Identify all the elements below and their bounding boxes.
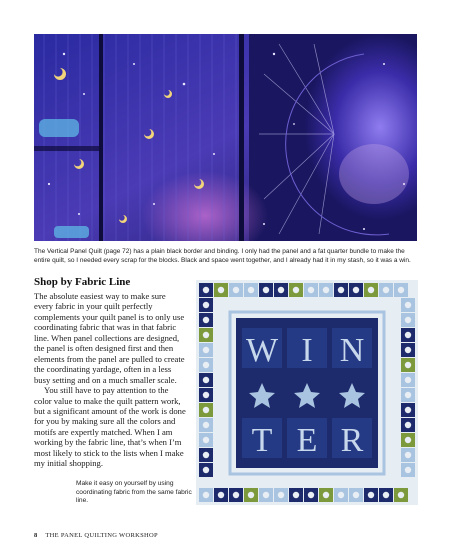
quilt-border-dot: [203, 362, 209, 368]
quilt-border-dot: [203, 377, 209, 383]
quilt-border-dot: [203, 407, 209, 413]
quilt-border-dot: [405, 362, 411, 368]
quilt-letter: W: [245, 332, 279, 369]
winter-quilt-photo: [196, 280, 418, 505]
quilt-letter: R: [340, 422, 364, 459]
quilt-border-dot: [368, 492, 374, 498]
quilt-border-dot: [405, 302, 411, 308]
quilt-border-dot: [405, 377, 411, 383]
quilt-border-dot: [203, 437, 209, 443]
section-heading: Shop by Fabric Line: [34, 276, 131, 288]
quilt-letter: I: [301, 332, 313, 369]
quilt-border-dot: [203, 347, 209, 353]
paragraph: You still have to pay attention to the color value to make the quilt pattern work, but a significant amount of the work is done for you by making sure all the colors and motifs are expertly matched. When I am working by the fabric line, that’s when I’m most likely to stick to the lists when I make my initial shopping.: [34, 385, 186, 469]
quilt-border-dot: [383, 492, 389, 498]
quilt-border-dot: [203, 422, 209, 428]
quilt-letter: N: [339, 332, 365, 369]
quilt-border-dot: [293, 287, 299, 293]
quilt-border-dot: [405, 407, 411, 413]
page-footer: [34, 532, 158, 539]
quilt-border-dot: [405, 332, 411, 338]
quilt-border-dot: [353, 287, 359, 293]
quilt-border-dot: [248, 492, 254, 498]
quilt-border-dot: [398, 492, 404, 498]
quilt-border-dot: [405, 437, 411, 443]
quilt-border-dot: [323, 287, 329, 293]
quilt-border-dot: [308, 287, 314, 293]
quilt-border-dot: [203, 467, 209, 473]
quilt-border-dot: [203, 317, 209, 323]
quilt-border-dot: [203, 392, 209, 398]
quilt-letter: T: [251, 422, 273, 459]
quilt-border-dot: [203, 302, 209, 308]
quilt-border-dot: [405, 452, 411, 458]
quilt-border-dot: [263, 492, 269, 498]
quilt-border-dot: [405, 317, 411, 323]
quilt-letter: E: [296, 422, 318, 459]
quilt-border-dot: [338, 287, 344, 293]
quilt-border-dot: [203, 452, 209, 458]
quilt-border-dot: [278, 287, 284, 293]
quilt-border-dot: [368, 287, 374, 293]
quilt-border-dot: [398, 287, 404, 293]
quilt-border-dot: [405, 467, 411, 473]
quilt-border-dot: [218, 492, 224, 498]
quilt-border-dot: [405, 422, 411, 428]
quilt-border-dot: [248, 287, 254, 293]
quilt-border-dot: [323, 492, 329, 498]
quilt-border-dot: [383, 287, 389, 293]
moon-quilt-photo: [34, 34, 417, 241]
quilt-border-dot: [233, 287, 239, 293]
page-number: 8: [34, 532, 38, 539]
quilt-border-dot: [218, 287, 224, 293]
body-text: [34, 291, 186, 469]
quilt-border-dot: [263, 287, 269, 293]
quilt-border-dot: [233, 492, 239, 498]
quilt-border-dot: [308, 492, 314, 498]
photo-caption: The Vertical Panel Quilt (page 72) has a plain black border and binding. I only had the panel and a fat quarter bundle to make the entire quilt, so I needed every scrap for the blocks. Black and space went together, and I already had it in my stash, so it was a win.: [34, 248, 411, 264]
quilt-border-dot: [405, 347, 411, 353]
quilt-border-dot: [203, 332, 209, 338]
quilt-border-dot: [338, 492, 344, 498]
quilt-border-dot: [203, 287, 209, 293]
quilt-border-dot: [278, 492, 284, 498]
quilt-border-dot: [203, 492, 209, 498]
book-title: THE PANEL QUILTING WORKSHOP: [45, 532, 158, 539]
quilt-border-dot: [405, 392, 411, 398]
quilt-border-dot: [293, 492, 299, 498]
paragraph: The absolute easiest way to make sure every fabric in your quilt perfectly complements your quilt panel is to only use coordinating fabric that was in that fabric line. When panel collections are designed, the panel is often designed first and then elements from the panel are pulled to create the coordinating yardage, often in a less busy setting and on a much smaller scale.: [34, 291, 185, 385]
quilt-caption: Make it easy on yourself by using coordinating fabric from the same fabric line.: [76, 480, 192, 505]
quilt-border-dot: [353, 492, 359, 498]
